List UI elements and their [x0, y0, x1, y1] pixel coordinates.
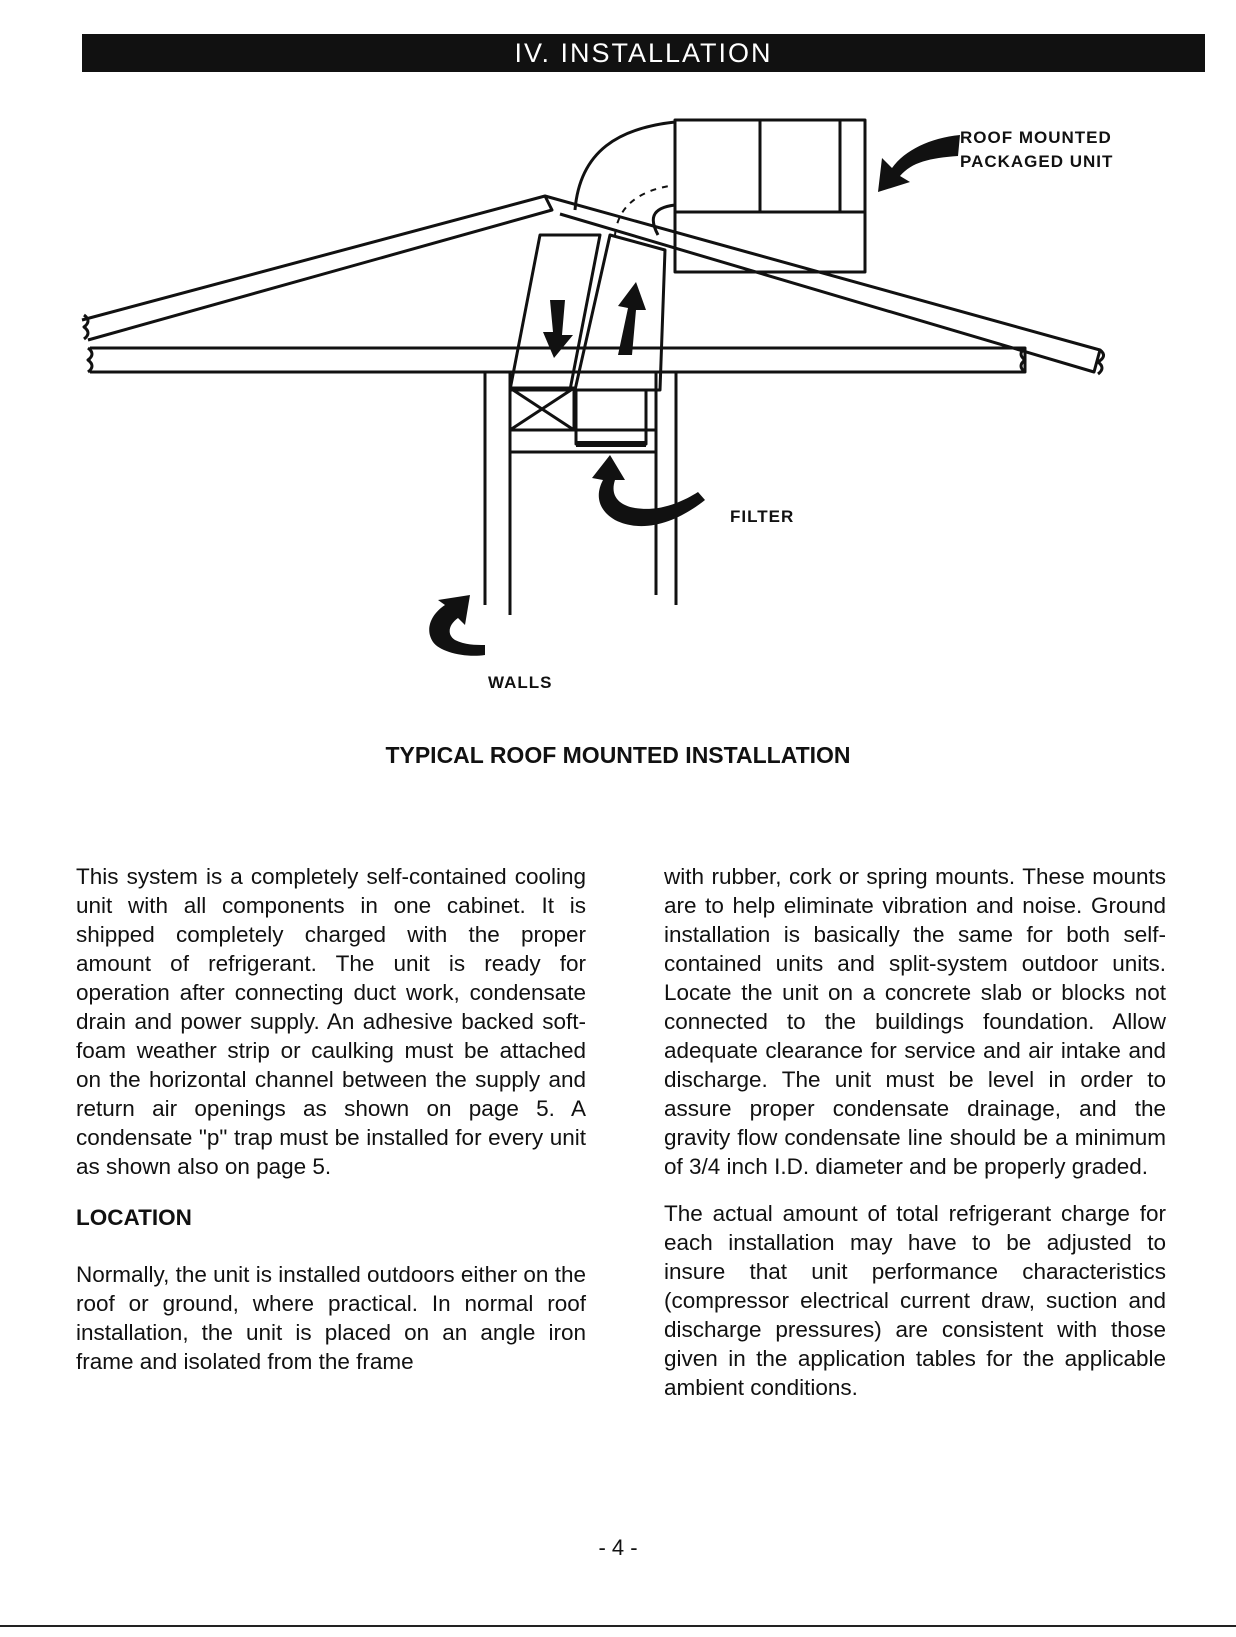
- section-title: IV. INSTALLATION: [514, 37, 773, 68]
- unit-label-line1: ROOF MOUNTED: [960, 128, 1112, 147]
- right-column: [664, 862, 1166, 1420]
- walls-callout-arrow: [429, 595, 485, 656]
- filter-callout-arrow: [592, 455, 705, 526]
- refrigerant-paragraph: The actual amount of total refrigerant charge for each installation may have to be adjusted to insure that unit performance characteristics (compressor electrical current draw, suction and discharge pressures) are consistent with those given in the application tables for the applicable ambient conditions.: [664, 1201, 1166, 1400]
- location-heading: LOCATION: [76, 1205, 192, 1230]
- section-header: [82, 34, 1205, 72]
- unit-callout-arrow: [878, 135, 960, 192]
- packaged-unit: [675, 120, 865, 212]
- duct-return: [575, 235, 665, 390]
- walls-label: WALLS: [488, 673, 553, 692]
- intro-paragraph: This system is a completely self-contained cooling unit with all components in one cabinet. It is shipped completely charged with the proper amount of refrigerant. The unit is ready for operation after connecting duct work, condensate drain and power supply. An adhesive backed soft-foam weather strip or caulking must be attached on the horizontal channel between the supply and return air openings as shown on page 5. A condensate "p" trap must be installed for every unit as shown also on page 5.: [76, 864, 586, 1179]
- wall-left: [485, 372, 510, 615]
- roof-left-slope: [82, 196, 552, 340]
- filter-label: FILTER: [730, 507, 795, 526]
- location-paragraph: Normally, the unit is installed outdoors either on the roof or ground, where practical. In normal roof installation, the unit is placed on an angle iron frame and isolated from the frame: [76, 1262, 586, 1374]
- mounting-paragraph: with rubber, cork or spring mounts. These mounts are to help eliminate vibration and noise. Ground installation is basically the same for both self-contained units and split-system outdoor units. Locate the unit on a concrete slab or blocks not connected to the buildings foundation. Allow adequate clearance for service and air intake and discharge. The unit must be level in order to assure proper condensate drainage, and the gravity flow condensate line should be a minimum of 3/4 inch I.D. diameter and be properly graded.: [664, 864, 1166, 1179]
- diagram-caption: TYPICAL ROOF MOUNTED INSTALLATION: [385, 742, 851, 768]
- break-mark-beam-left: [88, 348, 92, 372]
- unit-label-line2: PACKAGED UNIT: [960, 152, 1114, 171]
- diagram-svg: [70, 110, 1210, 710]
- unit-base: [675, 212, 865, 272]
- wall-right: [656, 372, 676, 605]
- filter-box: [576, 390, 646, 444]
- left-column: [76, 862, 586, 1394]
- roof-installation-diagram: [70, 110, 1210, 710]
- page-number: - 4 -: [598, 1535, 638, 1560]
- return-arrow: [618, 282, 646, 355]
- bottom-rule: [0, 1625, 1236, 1627]
